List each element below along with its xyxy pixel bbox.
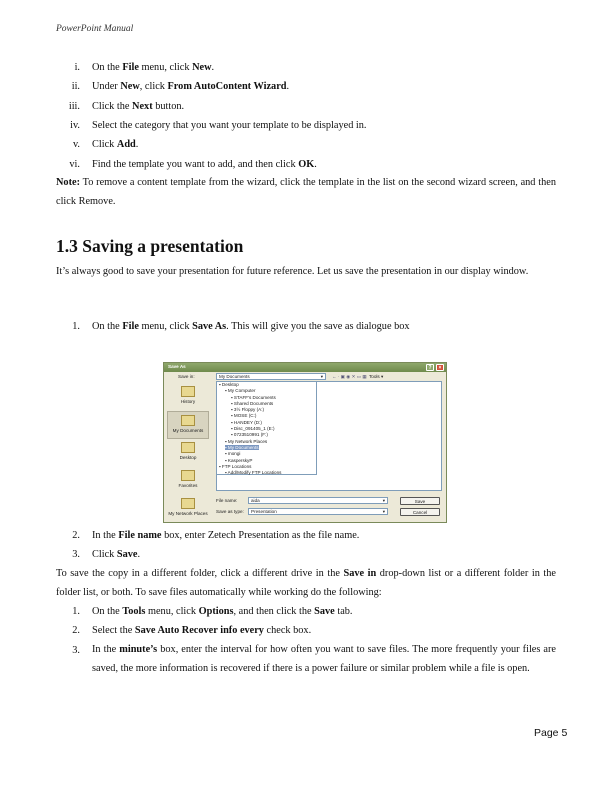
list-item: [92, 139, 138, 150]
text-run: .: [286, 81, 290, 93]
list-number: iv.: [70, 119, 80, 131]
text-run: Options: [198, 606, 234, 617]
list-item: [92, 159, 317, 170]
text-run: On the: [92, 62, 123, 73]
text-run: , click: [139, 81, 168, 93]
text-run: Save Auto Recover info every: [134, 625, 264, 637]
text-run: box, enter Zetech Presentation as the file name.: [161, 530, 360, 541]
folder-label: ▪ mongi: [225, 451, 241, 457]
list-item: [92, 120, 367, 131]
page-number: Page 5: [534, 727, 568, 739]
folder-icon: [181, 386, 195, 397]
tools-menu: Tools ▾: [369, 374, 384, 379]
text-run: Select the: [92, 625, 135, 637]
folder-label: ▪ MOSE (C:): [231, 413, 257, 419]
close-icon: ×: [436, 364, 444, 371]
place-label: My Network Places: [168, 511, 208, 516]
text-run: .: [137, 549, 141, 561]
text-run: File name: [118, 530, 162, 541]
text-run: On the: [92, 321, 123, 332]
folder-label: ▪ KasperskyP: [225, 457, 253, 463]
folder-label: ▪ HANDEY (D:): [231, 419, 262, 425]
place-history: [167, 383, 209, 411]
list-item: [92, 62, 214, 73]
text-run: .: [211, 62, 215, 73]
list-number: iii.: [68, 100, 80, 112]
text-run: Save: [116, 549, 138, 561]
running-header: PowerPoint Manual: [56, 24, 134, 34]
folder-label: ▪ My Computer: [225, 388, 256, 394]
place-label: Favorites: [178, 483, 198, 488]
text-run: From AutoContent Wizard: [167, 81, 287, 93]
save-in-value: My Documents: [219, 374, 250, 379]
list-number: 3.: [72, 549, 80, 561]
folder-label: ▪ Disc_091405_1 (E:): [231, 426, 275, 432]
text-run: Add: [116, 139, 136, 151]
folder-label: ▪ STAFF's Documents: [231, 394, 276, 400]
list-item: [92, 101, 184, 112]
list-item: [92, 625, 311, 636]
note-paragraph: [56, 173, 556, 212]
file-name-field: aida ▾: [248, 497, 388, 504]
text-run: Click: [92, 139, 117, 151]
text-run: Save: [314, 606, 335, 617]
note-label: Note:: [56, 177, 81, 188]
place-label: Desktop: [179, 455, 197, 460]
folder-item: [217, 470, 316, 476]
list-item: [92, 549, 140, 560]
list-number: vi.: [69, 158, 80, 170]
list-number: 1.: [72, 606, 80, 617]
file-name-label: File name:: [216, 498, 238, 503]
place-my-documents: [167, 411, 209, 439]
folder-label: ▪ 0723510991 (F:): [231, 432, 268, 438]
text-run: box, enter the interval for how often you want to save files. The more frequently your files are saved, the more information is recovered if there is a power failure or similar problem while a file is open.: [92, 644, 556, 675]
text-run: . This will give you the save as dialogue box: [226, 321, 410, 332]
list-number: ii.: [71, 81, 80, 93]
section-heading: 1.3 Saving a presentation: [56, 236, 244, 256]
file-name-value: aida: [251, 498, 260, 503]
place-desktop: [167, 439, 209, 467]
text-run: Select the category that you want your template to be displayed in.: [92, 119, 367, 131]
text-run: menu, click: [138, 321, 193, 332]
text-run: .: [135, 139, 139, 151]
save-in-label: Save in:: [178, 374, 195, 379]
folder-icon: [181, 498, 195, 509]
folder-icon: [181, 470, 195, 481]
text-run: Under: [92, 81, 121, 93]
place-favorites: [167, 467, 209, 495]
folder-label: ▪ Desktop: [219, 382, 239, 387]
text-run: In the: [92, 530, 119, 541]
dialog-title: Save As: [168, 364, 186, 369]
folder-label: ▪ 3½ Floppy (A:): [231, 407, 265, 413]
place-my-network-places: [167, 495, 209, 523]
save-in-dropdown: My Documents ▾: [216, 373, 326, 380]
text-run: drop-down list or a different folder in the folder list, or both. To save files automatically while working do the following:: [56, 568, 556, 599]
text-run: File: [122, 321, 139, 332]
save-button: Save: [400, 497, 440, 505]
list-item: [92, 606, 353, 617]
text-run: On the: [92, 606, 123, 617]
place-label: History: [180, 399, 196, 404]
cancel-button: Cancel: [400, 508, 440, 516]
place-label: My Documents: [172, 428, 204, 433]
list-number: v.: [72, 139, 80, 151]
save-type-value: Presentation: [251, 509, 277, 514]
text-run: In the: [92, 644, 120, 656]
folder-label: ▪ FTP Locations: [219, 463, 252, 469]
list-number: i.: [74, 62, 80, 73]
list-item: [92, 530, 359, 541]
places-bar: [167, 383, 209, 523]
list-number: 1.: [72, 321, 80, 332]
note-text: To remove a content template from the wizard, click the template in the list on the second wizard screen, and then click Remove.: [56, 177, 556, 208]
dialog-toolbar-icons: ← · ▣ ◉ ✕ ▭ ▦: [332, 374, 367, 379]
text-run: minute’s: [119, 644, 158, 656]
text-run: OK: [298, 158, 315, 170]
dialog-titlebar: [164, 363, 446, 372]
text-run: Find the template you want to add, and then click: [92, 158, 299, 170]
list-number: 3.: [72, 644, 80, 656]
folder-label: ▪ My Documents: [225, 444, 259, 450]
text-run: .: [314, 158, 317, 170]
text-run: New: [120, 81, 140, 93]
text-run: button.: [152, 100, 185, 112]
folder-dropdown-list: [216, 381, 317, 475]
folder-label: ▪ Add/Modify FTP Locations: [225, 470, 282, 476]
folder-label: ▪ My Network Places: [225, 438, 268, 444]
text-run: , and then click the: [233, 606, 315, 617]
text-run: Save in: [343, 568, 377, 579]
folder-label: ▪ Shared Documents: [231, 400, 274, 406]
save-type-label: Save as type:: [216, 509, 244, 514]
folder-icon: [181, 442, 195, 453]
text-run: Next: [132, 100, 153, 112]
text-run: New: [192, 62, 212, 73]
save-folder-paragraph: [56, 564, 556, 603]
text-run: Click the: [92, 100, 133, 112]
text-run: menu, click: [138, 62, 193, 73]
text-run: Click: [92, 549, 117, 561]
save-type-field: Presentation ▾: [248, 508, 388, 515]
folder-icon: [181, 415, 195, 426]
list-item: [92, 321, 410, 332]
save-as-dialog-image: [163, 362, 447, 523]
list-number: 2.: [72, 530, 80, 541]
text-run: To save the copy in a different folder, click a different drive in the: [56, 568, 344, 579]
list-number: 2.: [72, 625, 80, 637]
text-run: tab.: [334, 606, 353, 617]
list-item: [92, 640, 556, 679]
text-run: Save As: [192, 321, 227, 332]
text-run: check box.: [263, 625, 312, 637]
help-icon: ?: [426, 364, 434, 371]
list-item: [92, 81, 289, 92]
text-run: Tools: [122, 606, 146, 617]
text-run: File: [122, 62, 139, 73]
text-run: menu, click: [145, 606, 199, 617]
intro-paragraph: It’s always good to save your presentation for future reference. Let us save the presentation in our display window.: [56, 266, 529, 277]
